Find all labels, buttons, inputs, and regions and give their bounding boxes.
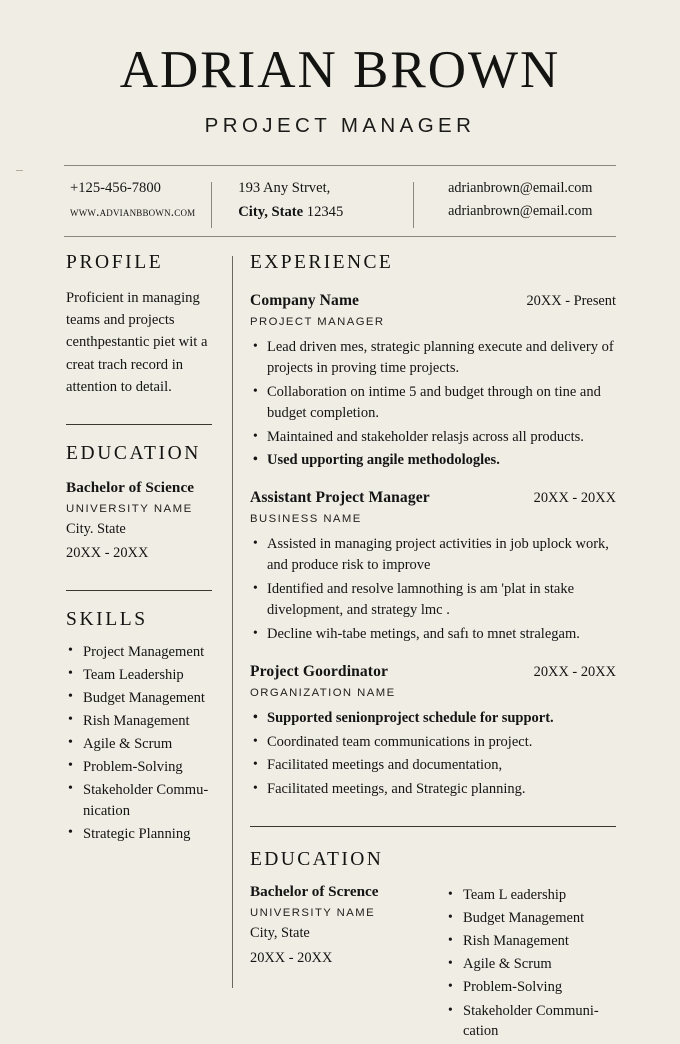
sidebar-rule-skills — [66, 590, 212, 591]
experience-entry — [250, 489, 616, 644]
contact-email-primary[interactable]: adrianbrown@email.com — [448, 180, 593, 196]
skills-list — [66, 642, 216, 845]
candidate-name: ADRIAN BROWN — [119, 41, 561, 99]
contact-phone[interactable]: +125-456-7800 — [70, 180, 161, 196]
sidebar-education-location: City. State — [66, 520, 126, 537]
education-skill-item: • Agile & Scrum — [446, 954, 616, 975]
experience-bullet: • Maintained and stakeholder relasjs across all products. — [250, 427, 616, 448]
contact-column-phone — [64, 180, 211, 220]
education-skill-item: • Budget Management — [446, 908, 616, 929]
sidebar-rule-education — [66, 424, 212, 425]
sidebar-education-university: UNIVERSITY NAME — [66, 502, 193, 515]
skill-item: • Stakeholder Commu-nication — [66, 780, 216, 821]
experience-title: Project Goordinator — [250, 662, 389, 680]
edge-tick-mark — [16, 170, 23, 171]
experience-entry-header — [250, 292, 616, 310]
contact-email-secondary[interactable]: adrianbrown@email.com — [448, 203, 593, 220]
education-skill-item: • Stakeholder Communi-cation — [446, 1001, 616, 1042]
sidebar — [66, 252, 216, 847]
education-skill-item: • Rish Management — [446, 931, 616, 952]
skill-item: • Problem-Solving — [66, 757, 216, 778]
profile-summary: Proficient in managing teams and projects centhpestantic piet wit a creat trach record in attention to detail. — [66, 290, 208, 395]
experience-entry-header — [250, 489, 616, 507]
experience-organization: ORGANIZATION NAME — [250, 686, 396, 699]
education-skill-item: • Team L eadership — [446, 885, 616, 906]
main-education-location: City, State — [250, 925, 310, 942]
experience-bullet-list — [250, 534, 616, 644]
education-skill-item: • Problem-Solving — [446, 977, 616, 998]
main-education-degree: Bachelor of Scrence — [250, 883, 379, 901]
experience-date: 20XX - 20XX — [533, 490, 616, 507]
experience-bullet: • Collaboration on intime 5 and budget through on tine and budget completion. — [250, 382, 616, 424]
experience-bullet: • Coordinated team communications in project. — [250, 732, 616, 753]
experience-organization: BUSINESS NAME — [250, 513, 362, 526]
contact-address-city: City, State — [238, 203, 304, 220]
experience-date: 20XX - 20XX — [533, 663, 616, 680]
contact-column-address — [212, 180, 413, 222]
experience-bullet: • Identified and resolve lamnothing is am 'plat in stake divelopment, and strategy lmc . — [250, 579, 616, 621]
sidebar-heading-profile: PROFILE — [66, 252, 164, 273]
resume-header — [0, 0, 680, 138]
contact-address-zip: 12345 — [306, 203, 344, 220]
skill-item: • Rish Management — [66, 711, 216, 732]
experience-entry-header — [250, 663, 616, 681]
experience-bullet: • Used upporting angile methodologles. — [250, 450, 616, 471]
experience-entry — [250, 663, 616, 801]
experience-title: Assistant Project Manager — [250, 489, 430, 507]
experience-bullet-list — [250, 708, 616, 801]
sidebar-education-years: 20XX - 20XX — [66, 545, 149, 562]
experience-bullet: • Assisted in managing project activities in job uplock work, and produce risk to improve — [250, 534, 616, 576]
column-divider — [232, 256, 233, 988]
header-rule-bottom — [64, 236, 616, 237]
experience-date: 20XX - Present — [526, 293, 616, 309]
experience-title: Company Name — [250, 292, 360, 309]
experience-entry — [250, 292, 616, 471]
experience-organization: PROJECT MANAGER — [250, 316, 385, 328]
main-education-skills-list — [446, 885, 616, 1042]
sidebar-education-degree: Bachelor of Science — [66, 478, 195, 496]
main-heading-experience: EXPERIENCE — [250, 252, 394, 273]
candidate-role: PROJECT MANAGER — [204, 114, 476, 137]
experience-bullet: • Supported senionproject schedule for support. — [250, 708, 616, 729]
contact-address-line1: 193 Any Strvet, — [238, 180, 331, 196]
main-heading-education: EDUCATION — [250, 849, 384, 871]
main-column — [250, 252, 616, 1044]
experience-bullet: • Facilitated meetings and documentation, — [250, 755, 616, 776]
contact-bar — [64, 180, 616, 230]
main-education-university: UNIVERSITY NAME — [250, 907, 376, 920]
experience-list — [250, 292, 616, 800]
main-education-years: 20XX - 20XX — [250, 950, 333, 966]
sidebar-heading-skills: SKILLS — [66, 608, 148, 630]
skill-item: • Strategic Planning — [66, 824, 216, 845]
experience-bullet: • Lead driven mes, strategic planning execute and delivery of projects in proving time projects. — [250, 337, 616, 379]
contact-address-line2 — [238, 204, 413, 222]
experience-bullet: • Facilitated meetings, and Strategic planning. — [250, 779, 616, 800]
header-rule-top — [64, 165, 616, 166]
contact-column-email — [414, 180, 616, 221]
main-rule-education — [250, 826, 616, 827]
main-education-section — [250, 849, 616, 1044]
sidebar-heading-education: EDUCATION — [66, 442, 201, 464]
experience-bullet: • Decline wih-tabe metings, and safı to mnet stralegam. — [250, 624, 616, 645]
experience-bullet-list — [250, 337, 616, 471]
skill-item: • Budget Management — [66, 688, 216, 709]
skill-item: • Team Leadership — [66, 665, 216, 686]
skill-item: • Agile & Scrum — [66, 734, 216, 755]
skill-item: • Project Management — [66, 642, 216, 663]
contact-website[interactable]: www.advianbbown.com — [70, 203, 196, 219]
